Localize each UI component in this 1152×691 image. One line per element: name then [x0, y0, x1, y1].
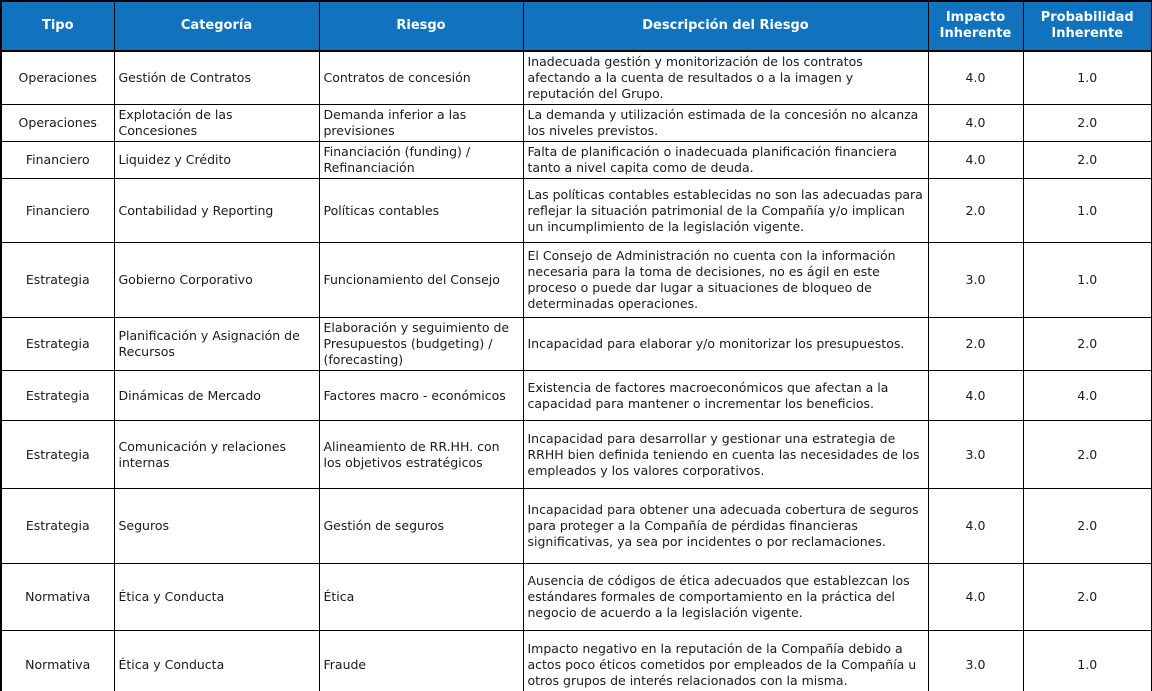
cell-impacto: 2.0: [928, 318, 1023, 371]
cell-descripcion: Incapacidad para obtener una adecuada cobertura de seguros para proteger a la Compañía de pérdidas financieras significativas, ya sea por incidentes o por reclamaciones.: [523, 489, 928, 564]
cell-probabilidad: 2.0: [1023, 489, 1152, 564]
cell-riesgo: Fraude: [319, 631, 523, 691]
cell-riesgo: Funcionamiento del Consejo: [319, 243, 523, 318]
cell-probabilidad: 1.0: [1023, 631, 1152, 691]
cell-descripcion: Incapacidad para desarrollar y gestionar una estrategia de RRHH bien definida teniendo en cuenta las necesidades de los empleados y los valores corporativos.: [523, 421, 928, 489]
cell-categoria: Liquidez y Crédito: [114, 142, 319, 179]
header-row: [1, 1, 1152, 51]
cell-categoria: Planificación y Asignación de Recursos: [114, 318, 319, 371]
cell-categoria: Explotación de las Concesiones: [114, 105, 319, 142]
cell-tipo: Estrategia: [1, 489, 114, 564]
cell-riesgo: Gestión de seguros: [319, 489, 523, 564]
cell-categoria: Ética y Conducta: [114, 631, 319, 691]
cell-tipo: Financiero: [1, 179, 114, 243]
col-header-riesgo: Riesgo: [319, 1, 523, 51]
cell-categoria: Contabilidad y Reporting: [114, 179, 319, 243]
cell-probabilidad: 4.0: [1023, 371, 1152, 421]
cell-descripcion: Ausencia de códigos de ética adecuados que establezcan los estándares formales de comportamiento en la práctica del negocio de acuerdo a la legislación vigente.: [523, 564, 928, 631]
cell-impacto: 3.0: [928, 421, 1023, 489]
cell-tipo: Operaciones: [1, 51, 114, 105]
cell-tipo: Normativa: [1, 564, 114, 631]
table-row: [1, 631, 1152, 691]
table-row: [1, 51, 1152, 105]
table-row: [1, 318, 1152, 371]
col-header-tipo: Tipo: [1, 1, 114, 51]
table-row: [1, 371, 1152, 421]
cell-riesgo: Elaboración y seguimiento de Presupuestos (budgeting) / (forecasting): [319, 318, 523, 371]
cell-descripcion: Existencia de factores macroeconómicos que afectan a la capacidad para mantener o incrementar los beneficios.: [523, 371, 928, 421]
cell-riesgo: Ética: [319, 564, 523, 631]
cell-impacto: 4.0: [928, 142, 1023, 179]
risk-table-header: [1, 1, 1152, 51]
cell-categoria: Dinámicas de Mercado: [114, 371, 319, 421]
cell-tipo: Financiero: [1, 142, 114, 179]
cell-impacto: 3.0: [928, 243, 1023, 318]
col-header-descripcion: Descripción del Riesgo: [523, 1, 928, 51]
cell-probabilidad: 2.0: [1023, 142, 1152, 179]
risk-table-body: [1, 51, 1152, 691]
cell-riesgo: Factores macro - económicos: [319, 371, 523, 421]
cell-descripcion: Impacto negativo en la reputación de la Compañía debido a actos poco éticos cometidos por empleados de la Compañía u otros grupos de interés relacionados con la misma.: [523, 631, 928, 691]
cell-categoria: Gobierno Corporativo: [114, 243, 319, 318]
cell-probabilidad: 2.0: [1023, 421, 1152, 489]
cell-riesgo: Políticas contables: [319, 179, 523, 243]
cell-tipo: Estrategia: [1, 243, 114, 318]
cell-categoria: Seguros: [114, 489, 319, 564]
cell-categoria: Ética y Conducta: [114, 564, 319, 631]
cell-riesgo: Demanda inferior a las previsiones: [319, 105, 523, 142]
table-row: [1, 142, 1152, 179]
cell-descripcion: Las políticas contables establecidas no son las adecuadas para reflejar la situación patrimonial de la Compañía y/o implican un incumplimiento de la legislación vigente.: [523, 179, 928, 243]
cell-tipo: Estrategia: [1, 371, 114, 421]
table-row: [1, 105, 1152, 142]
cell-probabilidad: 1.0: [1023, 51, 1152, 105]
cell-probabilidad: 1.0: [1023, 179, 1152, 243]
cell-categoria: Gestión de Contratos: [114, 51, 319, 105]
cell-tipo: Normativa: [1, 631, 114, 691]
table-row: [1, 564, 1152, 631]
cell-categoria: Comunicación y relaciones internas: [114, 421, 319, 489]
cell-impacto: 3.0: [928, 631, 1023, 691]
cell-impacto: 4.0: [928, 564, 1023, 631]
cell-descripcion: Inadecuada gestión y monitorización de los contratos afectando a la cuenta de resultados o a la imagen y reputación del Grupo.: [523, 51, 928, 105]
col-header-impacto: Impacto Inherente: [928, 1, 1023, 51]
table-row: [1, 421, 1152, 489]
cell-descripcion: Incapacidad para elaborar y/o monitorizar los presupuestos.: [523, 318, 928, 371]
col-header-categoria: Categoría: [114, 1, 319, 51]
cell-impacto: 4.0: [928, 105, 1023, 142]
cell-riesgo: Financiación (funding) / Refinanciación: [319, 142, 523, 179]
cell-descripcion: Falta de planificación o inadecuada planificación financiera tanto a nivel capita como de deuda.: [523, 142, 928, 179]
cell-riesgo: Contratos de concesión: [319, 51, 523, 105]
cell-impacto: 4.0: [928, 371, 1023, 421]
cell-impacto: 4.0: [928, 51, 1023, 105]
col-header-probabilidad: Probabilidad Inherente: [1023, 1, 1152, 51]
cell-descripcion: El Consejo de Administración no cuenta con la información necesaria para la toma de decisiones, no es ágil en este proceso o puede dar lugar a situaciones de bloqueo de determinadas operaciones.: [523, 243, 928, 318]
cell-tipo: Estrategia: [1, 318, 114, 371]
cell-impacto: 2.0: [928, 179, 1023, 243]
table-row: [1, 179, 1152, 243]
cell-probabilidad: 1.0: [1023, 243, 1152, 318]
table-row: [1, 489, 1152, 564]
cell-probabilidad: 2.0: [1023, 105, 1152, 142]
cell-tipo: Operaciones: [1, 105, 114, 142]
cell-probabilidad: 2.0: [1023, 318, 1152, 371]
cell-tipo: Estrategia: [1, 421, 114, 489]
table-row: [1, 243, 1152, 318]
cell-descripcion: La demanda y utilización estimada de la concesión no alcanza los niveles previstos.: [523, 105, 928, 142]
cell-probabilidad: 2.0: [1023, 564, 1152, 631]
cell-impacto: 4.0: [928, 489, 1023, 564]
cell-riesgo: Alineamiento de RR.HH. con los objetivos estratégicos: [319, 421, 523, 489]
